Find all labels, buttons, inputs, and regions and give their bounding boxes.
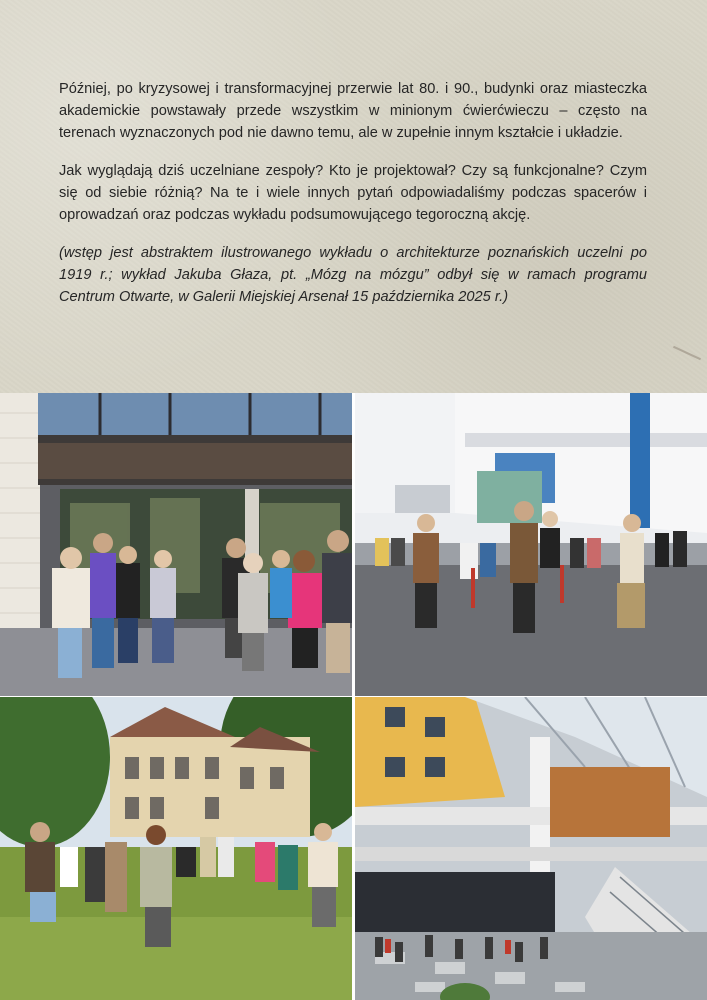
paragraph-1: Później, po kryzysowej i transformacyjnej przerwie lat 80. i 90., budynki oraz miasteczka akademickie powstawały przede wszystkim w minionym ćwierćwieczu – często na terenach wyznaczonych pod nie dawno temu, ale w zupełnie innym kształcie i układzie. <box>59 81 647 141</box>
lecture-note: (wstęp jest abstraktem ilustrowanego wykładu o architekturze poznańskich uczelni po 1919 r.; wykład Jakuba Głaza, pt. „Mózg na mózgu” odbył się w ramach programu Centrum Otwarte, w Galerii Miejskiej Arsenał 15 października 2025 r.) <box>59 245 647 305</box>
photo-group-at-glass-building <box>0 393 352 696</box>
paper-scratch <box>673 346 701 360</box>
photo-atrium-interior <box>355 697 707 1000</box>
photo-group-on-lawn-by-villa <box>0 697 352 1000</box>
photo-group-on-plaza <box>355 393 707 696</box>
article-text <box>59 78 647 324</box>
paragraph-2: Jak wyglądają dziś uczelniane zespoły? Kto je projektował? Czy są funkcjonalne? Czym się od siebie różnią? Na te i wiele innych pytań odpowiadaliśmy podczas spacerów i oprowadzań oraz podczas wykładu podsumowującego tegoroczną akcję. <box>59 163 647 223</box>
